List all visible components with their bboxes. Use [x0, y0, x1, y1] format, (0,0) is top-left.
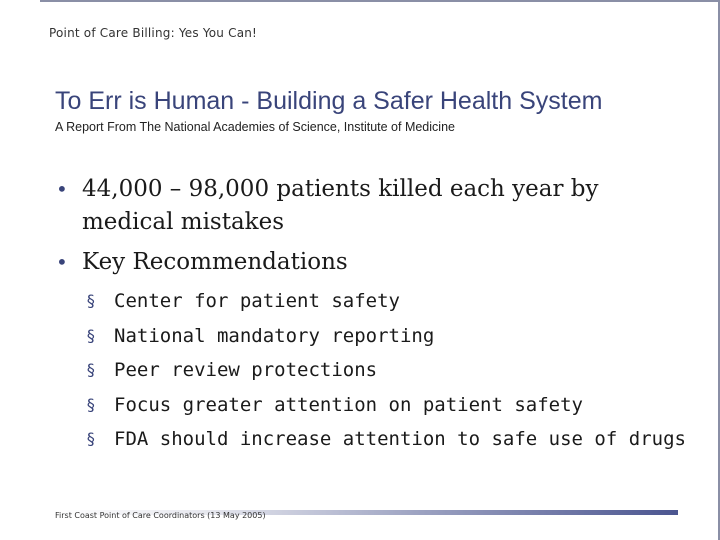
sub-bullet-item	[86, 353, 696, 388]
sub-bullet-text: Focus greater attention on patient safety	[114, 393, 583, 416]
sub-bullet-item	[86, 388, 696, 423]
section-marker: §	[86, 291, 96, 310]
bullet-item	[56, 246, 696, 279]
sub-bullet-text: Center for patient safety	[114, 290, 400, 312]
sub-bullet-item	[86, 422, 696, 457]
section-marker: §	[86, 325, 96, 345]
footer-text: First Coast Point of Care Coordinators (13 May 2005)	[55, 511, 266, 520]
sub-bullet-text: FDA should increase attention to safe use of drugs	[114, 428, 686, 450]
bullet-item	[56, 173, 696, 239]
sub-bullet-item	[86, 284, 696, 319]
sub-bullet-text: Peer review protections	[114, 359, 378, 381]
main-bullet-list	[56, 173, 696, 286]
sub-bullet-text: National mandatory reporting	[114, 324, 435, 347]
slide-title: To Err is Human - Building a Safer Health System	[55, 87, 603, 115]
sub-bullet-item	[86, 319, 696, 354]
section-marker: §	[86, 429, 96, 448]
top-border-rule	[40, 0, 720, 2]
slide-subtitle: A Report From The National Academies of Science, Institute of Medicine	[55, 120, 455, 134]
section-marker: §	[86, 360, 96, 379]
section-marker: §	[86, 394, 96, 414]
bullet-marker: •	[56, 177, 68, 201]
header-text: Point of Care Billing: Yes You Can!	[49, 26, 258, 40]
bullet-text: Key Recommendations	[82, 249, 348, 275]
sub-bullet-list	[86, 284, 696, 457]
bullet-text: 44,000 – 98,000 patients killed each year by medical mistakes	[82, 176, 599, 235]
bullet-marker: •	[56, 250, 68, 274]
